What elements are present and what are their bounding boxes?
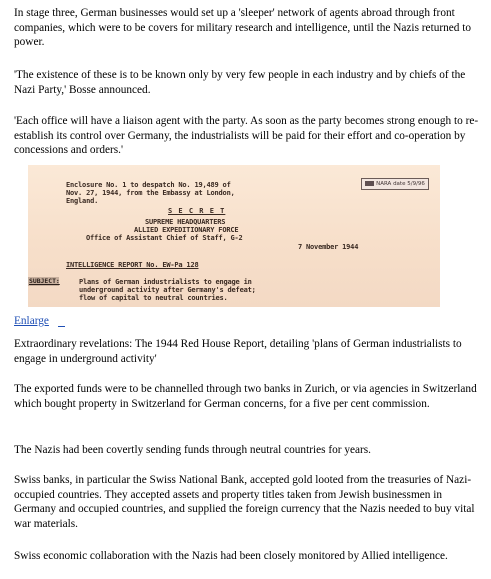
article-paragraph: 'Each office will have a liaison agent with the party. As soon as the party becomes strong enough to re-establish its control over Germany, the industrialists will be paid for their effort and co-operation by concessions and orders.' <box>14 115 479 157</box>
doc-line: Plans of German industrialists to engage in <box>79 278 252 286</box>
doc-line: SUPREME HEADQUARTERS <box>145 218 226 226</box>
stamp-emblem-icon <box>365 181 374 186</box>
doc-line: flow of capital to neutral countries. <box>79 294 228 302</box>
doc-classification: S E C R E T <box>168 207 226 215</box>
article-paragraph: In stage three, German businesses would set up a 'sleeper' network of agents abroad through front companies, which were to be covers for military research and intelligence, until the Nazis returned to power. <box>14 7 472 49</box>
doc-line: Nov. 27, 1944, from the Embassy at London, <box>66 189 235 197</box>
scanned-document <box>28 165 440 307</box>
image-caption: Extraordinary revelations: The 1944 Red House Report, detailing 'plans of German industrialists to engage in underground activity' <box>14 338 462 365</box>
red-house-report-image[interactable] <box>16 165 439 307</box>
enlarge-link[interactable]: Enlarge <box>14 315 49 327</box>
doc-line: underground activity after Germany's defeat; <box>79 286 256 294</box>
stamp-text: NARA date 5/9/96 <box>376 181 425 187</box>
article-paragraph: The Nazis had been covertly sending funds through neutral countries for years. <box>14 444 371 456</box>
article-paragraph: The exported funds were to be channelled through two banks in Zurich, or via agencies in Switzerland which bought property in Switzerland for German concerns, for a five per cent commission. <box>14 383 477 410</box>
doc-line: ALLIED EXPEDITIONARY FORCE <box>134 226 239 234</box>
doc-line: Office of Assistant Chief of Staff, G-2 <box>86 234 243 242</box>
doc-report-number: INTELLIGENCE REPORT No. EW-Pa 128 <box>66 261 199 269</box>
doc-subject-label: SUBJECT: <box>29 277 60 285</box>
article-paragraph: 'The existence of these is to be known only by very few people in each industry and by chiefs of the Nazi Party,' Bosse announced. <box>14 69 466 96</box>
doc-line: England. <box>66 197 99 205</box>
article-paragraph: Swiss banks, in particular the Swiss National Bank, accepted gold looted from the treasuries of Nazi-occupied countries. They accepted assets and property titles taken from Jewish businessmen in Germany and occupied countries, and supplied the foreign currency that the Nazis needed to buy vital war materials. <box>14 474 475 530</box>
doc-line: Enclosure No. 1 to despatch No. 19,489 of <box>66 181 231 189</box>
declassification-stamp <box>361 178 429 190</box>
article-paragraph: Swiss economic collaboration with the Nazis had been closely monitored by Allied intelligence. <box>14 550 448 562</box>
doc-date: 7 November 1944 <box>298 243 359 251</box>
enlarge-link-underline <box>58 326 65 327</box>
